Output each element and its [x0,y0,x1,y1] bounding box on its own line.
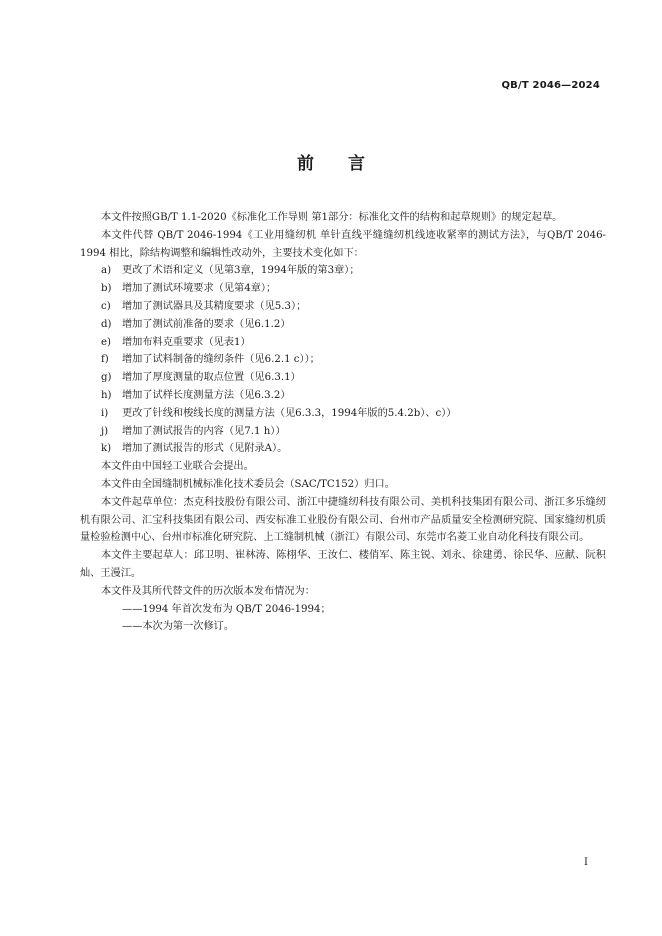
list-item [80,280,606,298]
standard-code: QB/T 2046—2024 [501,80,600,91]
list-item [80,369,606,387]
list-item [80,351,606,369]
list-item [80,262,606,280]
list-item [80,423,606,441]
drafting-rules-paragraph: 本文件按照GB/T 1.1-2020《标准化工作导则 第1部分：标准化文件的结构和起草规则》的规定起草。 [101,212,563,223]
foreword-body [80,209,606,636]
proposed-by-paragraph: 本文件由中国轻工业联合会提出。 [101,461,254,473]
list-marker: g) [101,372,112,384]
page-title [0,149,662,174]
list-marker: j) [101,425,109,437]
technical-changes-list [80,262,606,458]
list-marker: d) [101,318,112,330]
list-item [80,298,606,316]
list-item [80,387,606,405]
list-item [80,316,606,334]
list-text: 增加了测试报告的内容（见7.1 h）） [122,425,286,437]
page-number: I [584,857,588,868]
list-text: 增加了试料制备的缝纫条件（见6.2.1 c））； [122,354,320,366]
list-marker: c) [101,300,111,312]
list-text: 更改了术语和定义（见第3章，1994年版的第3章）； [122,265,360,277]
list-text: 增加了测试器具及其精度要求（见5.3）； [122,300,307,312]
centralized-by-paragraph: 本文件由全国缝制机械标准化技术委员会（SAC/TC152）归口。 [101,478,395,490]
replacement-paragraph: 本文件代替 QB/T 2046-1994《工业用缝纫机 单针直线平缝缝纫机线迹收紧率的测试方法》，与QB/T 2046-1994 相比，除结构调整和编辑性改动外，主要技术变化如下： [80,229,606,259]
title-part-2: 言 [348,154,365,174]
list-text: 更改了针线和梭线长度的测量方法（见6.3.3，1994年版的5.4.2b）、c）） [122,407,457,419]
history-item: ——1994 年首次发布为 QB/T 2046-1994； [122,603,331,615]
list-text: 增加了测试前准备的要求（见6.1.2） [122,318,291,330]
history-item: ——本次为第一次修订。 [122,621,235,633]
list-item [80,334,606,352]
list-text: 增加了测试环境要求（见第4章）； [122,283,277,295]
title-part-1: 前 [297,154,314,174]
drafting-units-paragraph: 本文件起草单位：杰克科技股份有限公司、浙江中捷缝纫科技有限公司、美机科技集团有限公司、浙江多乐缝纫机有限公司、汇宝科技集团有限公司、西安标准工业股份有限公司、台州市产品质量安全检测研究院、国家缝纫机质量检验检测中心、台州市标准化研究院、上工缝制机械（浙江）有限公司、东莞市名菱工业自动化科技有限公司。 [80,496,606,544]
drafters-paragraph: 本文件主要起草人：邱卫明、崔林涛、陈栩华、王汝仁、楼俏军、陈主锐、刘永、徐建勇、徐民华、应献、阮积灿、王漫江。 [80,550,606,579]
list-marker: f) [101,354,109,366]
list-marker: e) [101,336,112,348]
list-item [80,440,606,458]
list-text: 增加布料克重要求（见表1） [122,336,251,348]
list-text: 增加了试样长度测量方法（见6.3.2） [122,389,291,401]
list-text: 增加了测试报告的形式（见附录A）。 [122,443,288,455]
list-marker: k) [101,443,112,455]
list-marker: h) [101,389,112,401]
list-item [80,405,606,423]
list-marker: a) [101,265,112,277]
list-marker: b) [101,283,112,295]
history-intro-paragraph: 本文件及其所代替文件的历次版本发布情况为： [101,585,315,597]
list-text: 增加了厚度测量的取点位置（见6.3.1） [122,372,301,384]
list-marker: i) [101,407,109,419]
